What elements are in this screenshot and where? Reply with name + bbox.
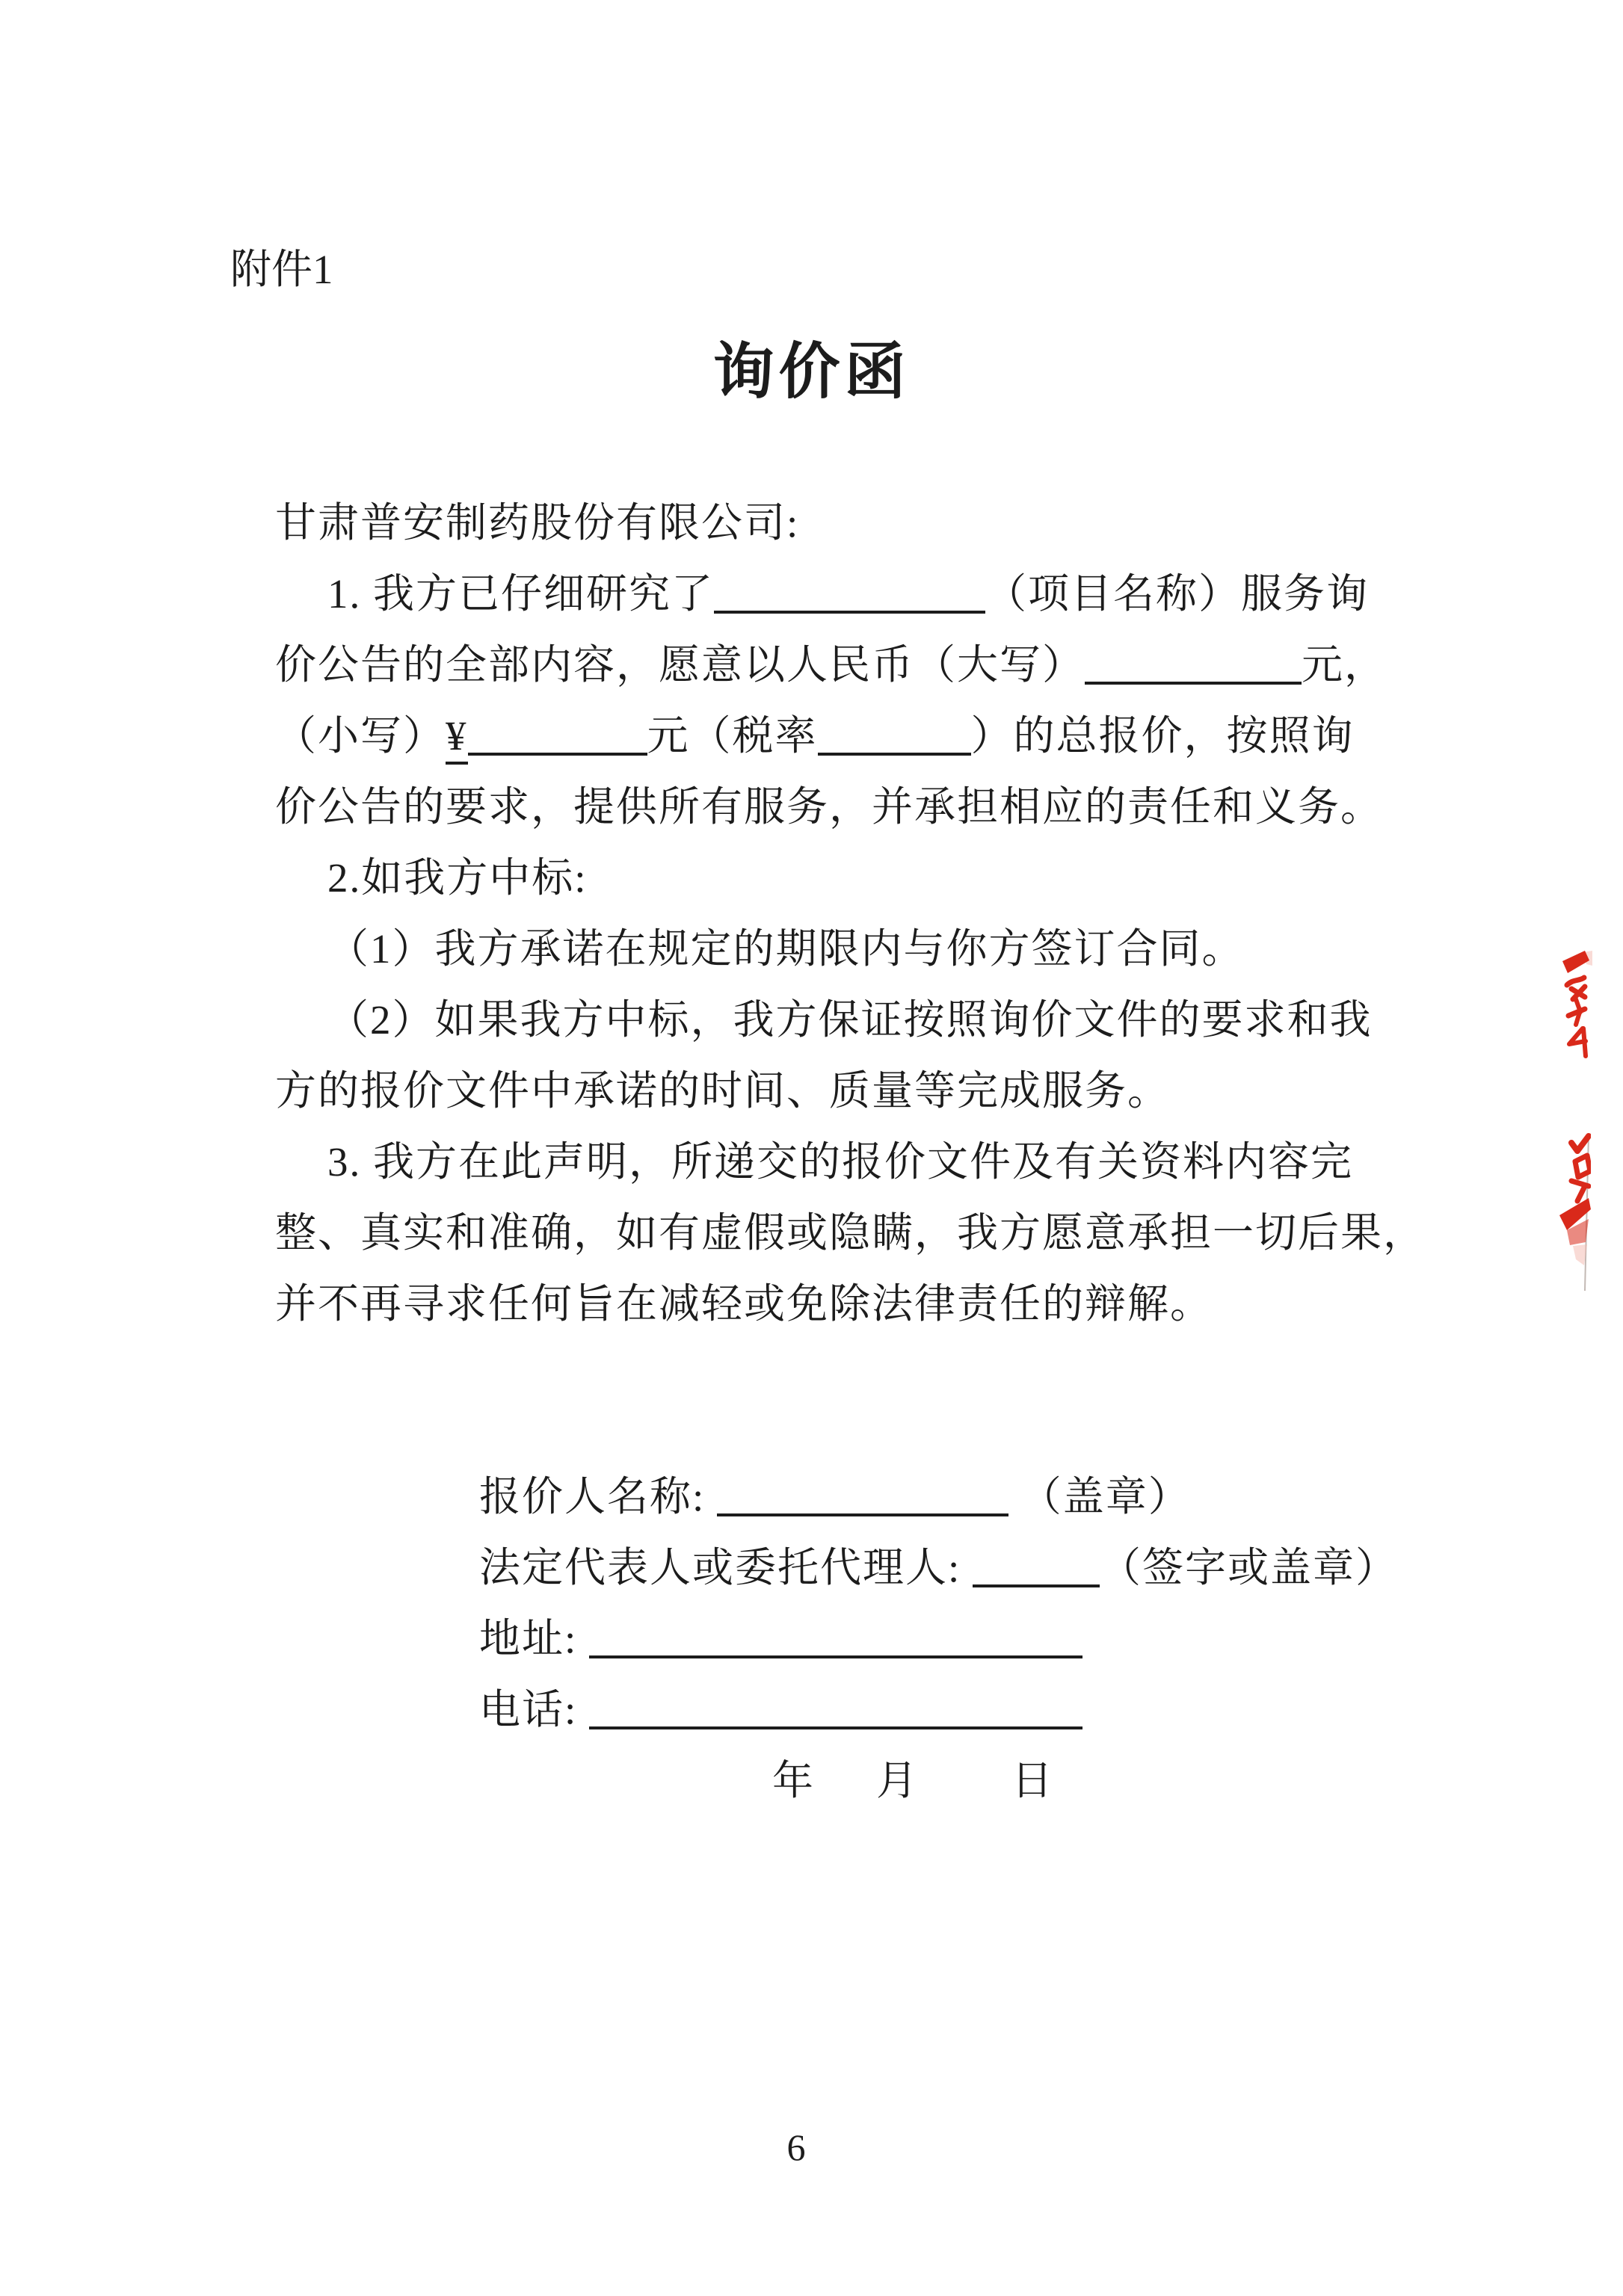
para1-line2: [275, 629, 1411, 700]
text-segment: 3. 我方在此声明，所递交的报价文件及有关资料内容完: [327, 1139, 1354, 1185]
text-segment: （1）我方承诺在规定的期限内与你方签订合同。: [327, 926, 1245, 972]
para2-item2-line2: [275, 1055, 1411, 1126]
fill-in-blank: [714, 602, 985, 614]
text-segment: （2）如果我方中标，我方保证按照询价文件的要求和我: [327, 997, 1373, 1043]
signature-block: [479, 1461, 1451, 1816]
legal-representative-line: [479, 1532, 1451, 1603]
para3-line2: [275, 1197, 1426, 1268]
text-segment: 法定代表人或委托代理人:: [479, 1545, 973, 1590]
phone-line: [479, 1674, 1451, 1745]
para1-line4: [275, 771, 1411, 842]
para2-item2-line1: [275, 984, 1411, 1055]
text-segment: 并不再寻求任何旨在减轻或免除法律责任的辩解。: [275, 1281, 1213, 1327]
para3-line1: [275, 1126, 1411, 1197]
fill-in-blank: [589, 1718, 1082, 1729]
body-text-block: [275, 487, 1426, 1339]
text-segment: 价公告的要求，提供所有服务，并承担相应的责任和义务。: [275, 784, 1384, 830]
text-segment: 整、真实和准确，如有虚假或隐瞒，我方愿意承担一切后果，: [275, 1210, 1426, 1256]
red-stamp-fragment-upper: [1558, 949, 1592, 1058]
fill-in-blank: [973, 1576, 1100, 1587]
red-stamp-fragment-lower: [1553, 1132, 1591, 1293]
text-segment: （盖章）: [1008, 1474, 1191, 1519]
fill-in-blank: [818, 744, 971, 756]
text-segment: （项目名称）服务询: [985, 571, 1370, 617]
text-segment: 甘肃普安制药股份有限公司:: [275, 500, 800, 546]
fill-in-blank: [1085, 673, 1302, 685]
address-line: [479, 1603, 1451, 1674]
recipient-line: [275, 487, 1411, 558]
fill-in-blank: [717, 1505, 1008, 1516]
text-segment: （签字或盖章）: [1100, 1545, 1399, 1590]
fill-in-blank: [589, 1647, 1082, 1658]
date-label: 年: [772, 1758, 816, 1803]
text-segment: ¥: [446, 713, 468, 765]
text-segment: （小写）: [275, 713, 446, 759]
text-segment: 1. 我方已仔细研究了: [327, 571, 715, 617]
text-segment: 价公告的全部内容，愿意以人民币（大写）: [275, 642, 1085, 688]
document-title: 询价函: [712, 338, 911, 406]
para3-line3: [275, 1268, 1411, 1339]
para2-item1: [275, 913, 1411, 984]
text-segment: 元（税率: [647, 713, 818, 759]
text-segment: 2.如我方中标:: [327, 855, 588, 901]
text-segment: 地址:: [479, 1616, 590, 1661]
para2-heading: [275, 842, 1411, 913]
text-segment: 报价人名称:: [479, 1474, 718, 1519]
para1-line3: [275, 700, 1411, 771]
text-segment: 元，: [1302, 642, 1388, 688]
date-line: [479, 1745, 1451, 1816]
text-segment: 方的报价文件中承诺的时间、质量等完成服务。: [275, 1068, 1171, 1114]
text-segment: 电话:: [479, 1687, 590, 1732]
date-label: 月: [876, 1758, 920, 1803]
attachment-label: 附件1: [230, 247, 333, 292]
date-label: 日: [1011, 1758, 1055, 1803]
para1-line1: [275, 558, 1411, 629]
page-number: 6: [786, 2126, 806, 2168]
text-segment: ）的总报价，按照询: [970, 713, 1355, 759]
quoter-name-line: [479, 1461, 1451, 1532]
fill-in-blank: [468, 744, 647, 756]
